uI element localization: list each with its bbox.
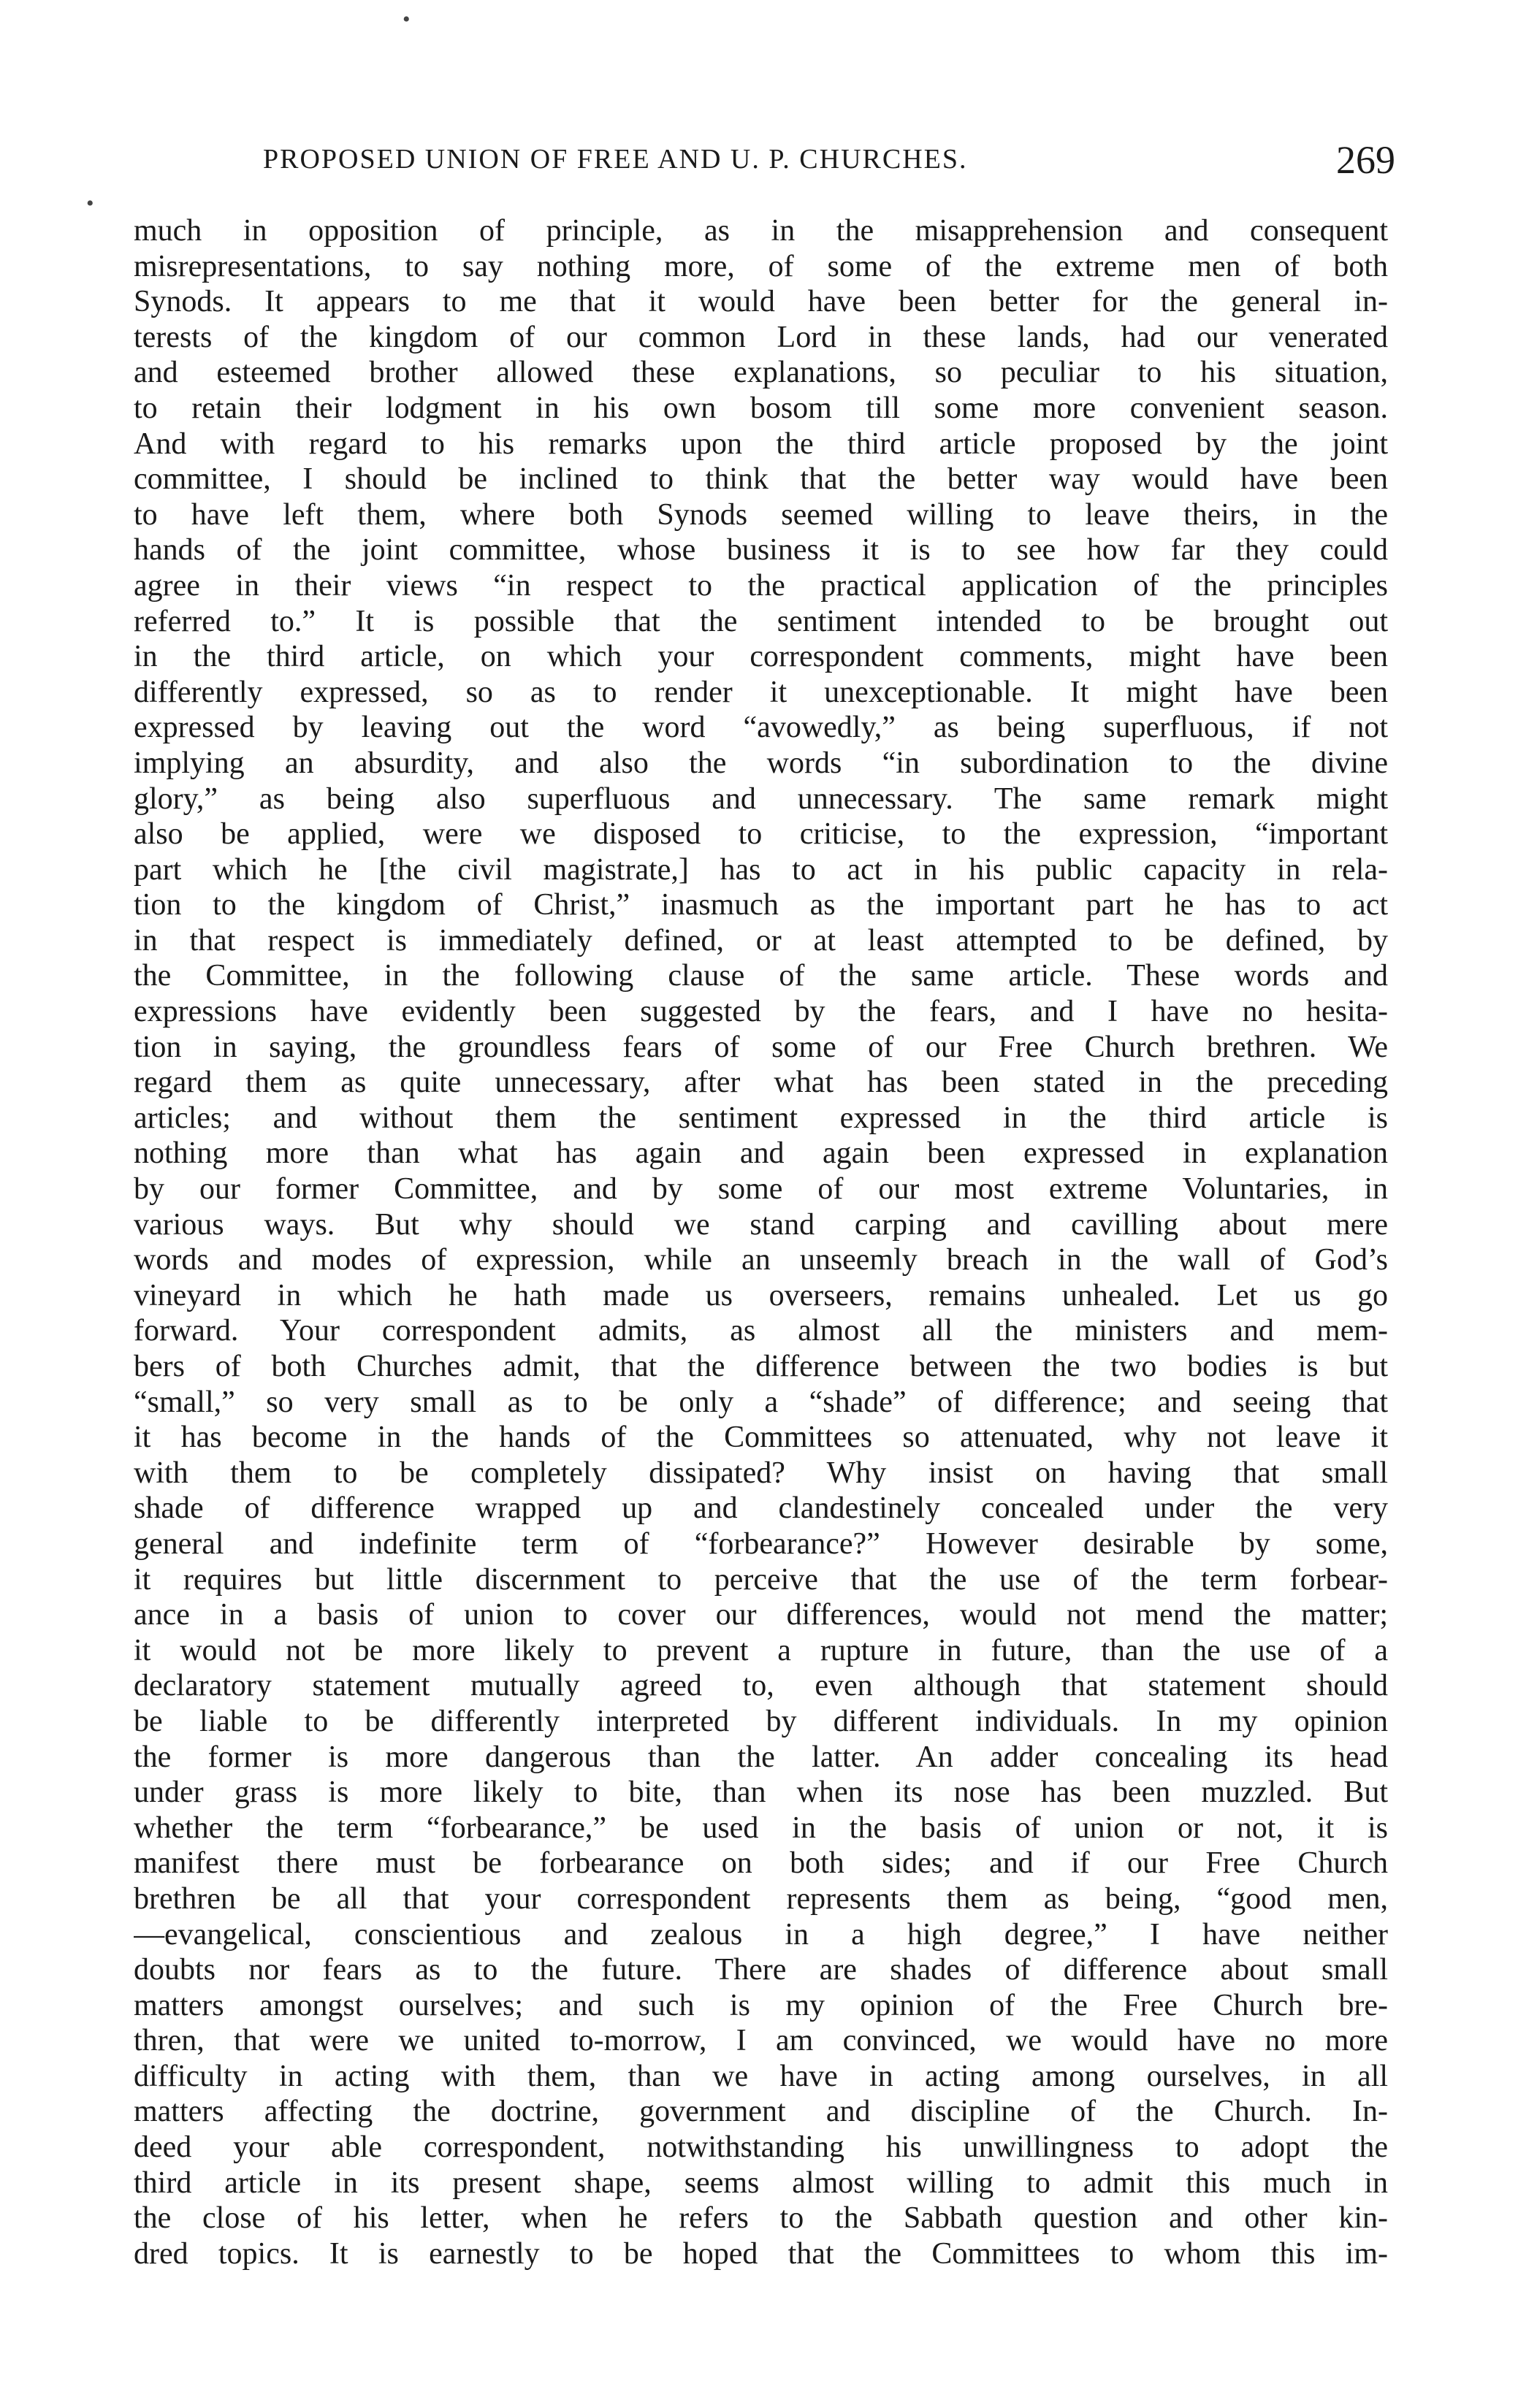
text-line: by our former Committee, and by some of our most extreme Voluntaries, in <box>134 1172 1388 1207</box>
text-line: thren, that were we united to-morrow, I am convinced, we would have no more <box>134 2024 1388 2058</box>
text-line: the Committee, in the following clause of the same article. These words and <box>134 959 1388 993</box>
text-line: to retain their lodgment in his own bosom till some more convenient season. <box>134 391 1388 425</box>
text-line: referred to.” It is possible that the sentiment intended to be brought out <box>134 604 1388 638</box>
text-line: the close of his letter, when he refers to the Sabbath question and other kin- <box>134 2201 1388 2236</box>
text-line: third article in its present shape, seems almost willing to admit this much in <box>134 2166 1388 2200</box>
text-line: with them to be completely dissipated? Why insist on having that small <box>134 1456 1388 1490</box>
text-line: various ways. But why should we stand carping and cavilling about mere <box>134 1207 1388 1242</box>
text-line: and esteemed brother allowed these explanations, so peculiar to his situation, <box>134 356 1388 390</box>
text-line: agree in their views “in respect to the practical application of the principles <box>134 568 1388 603</box>
text-line: hands of the joint committee, whose business it is to see how far they could <box>134 533 1388 567</box>
text-line: manifest there must be forbearance on both sides; and if our Free Church <box>134 1846 1388 1881</box>
text-line: nothing more than what has again and again been expressed in explanation <box>134 1136 1388 1171</box>
text-line: expressions have evidently been suggested by the fears, and I have no hesita- <box>134 995 1388 1029</box>
page-header <box>263 137 1395 188</box>
text-line: much in opposition of principle, as in the misapprehension and consequent <box>134 214 1388 248</box>
text-line: under grass is more likely to bite, than when its nose has been muzzled. But <box>134 1776 1388 1810</box>
text-line: terests of the kingdom of our common Lord in these lands, had our venerated <box>134 320 1388 354</box>
text-line: articles; and without them the sentiment expressed in the third article is <box>134 1101 1388 1135</box>
text-line: part which he [the civil magistrate,] has to act in his public capacity in rela- <box>134 852 1388 887</box>
text-line: declaratory statement mutually agreed to, even although that statement should <box>134 1669 1388 1703</box>
text-line: whether the term “forbearance,” be used in the basis of union or not, it is <box>134 1811 1388 1845</box>
text-line: tion in saying, the groundless fears of some of our Free Church brethren. We <box>134 1030 1388 1064</box>
text-line: brethren be all that your correspondent represents them as being, “good men, <box>134 1881 1388 1916</box>
text-line: “small,” so very small as to be only a “shade” of difference; and seeing that <box>134 1385 1388 1419</box>
text-line: ance in a basis of union to cover our differences, would not mend the matter; <box>134 1598 1388 1632</box>
text-line: matters affecting the doctrine, government and discipline of the Church. In- <box>134 2095 1388 2129</box>
text-line: words and modes of expression, while an unseemly breach in the wall of God’s <box>134 1243 1388 1277</box>
text-line: shade of difference wrapped up and clandestinely concealed under the very <box>134 1491 1388 1526</box>
text-line: differently expressed, so as to render it unexceptionable. It might have been <box>134 675 1388 709</box>
text-line: tion to the kingdom of Christ,” inasmuch as the important part he has to act <box>134 888 1388 922</box>
text-line: in the third article, on which your correspondent comments, might have been <box>134 640 1388 674</box>
text-line: Synods. It appears to me that it would have been better for the general in- <box>134 285 1388 319</box>
text-line: it has become in the hands of the Committees so attenuated, why not leave it <box>134 1421 1388 1455</box>
text-line: doubts nor fears as to the future. There are shades of difference about small <box>134 1953 1388 1987</box>
text-line: —evangelical, conscientious and zealous in a high degree,” I have neither <box>134 1917 1388 1952</box>
text-line: implying an absurdity, and also the words “in subordination to the divine <box>134 746 1388 780</box>
text-line: matters amongst ourselves; and such is my opinion of the Free Church bre- <box>134 1988 1388 2022</box>
text-line: be liable to be differently interpreted by different individuals. In my opinion <box>134 1704 1388 1738</box>
text-line: forward. Your correspondent admits, as almost all the ministers and mem- <box>134 1314 1388 1348</box>
text-line: committee, I should be inclined to think that the better way would have been <box>134 462 1388 497</box>
text-line: vineyard in which he hath made us overseers, remains unhealed. Let us go <box>134 1278 1388 1312</box>
text-line: general and indefinite term of “forbearance?” However desirable by some, <box>134 1526 1388 1561</box>
text-line: And with regard to his remarks upon the third article proposed by the joint <box>134 427 1388 461</box>
text-line: difficulty in acting with them, than we have in acting among ourselves, in all <box>134 2059 1388 2093</box>
text-line: dred topics. It is earnestly to be hoped that the Committees to whom this im- <box>134 2236 1388 2271</box>
text-line: deed your able correspondent, notwithstanding his unwillingness to adopt the <box>134 2130 1388 2165</box>
text-line: to have left them, where both Synods seemed willing to leave theirs, in the <box>134 497 1388 532</box>
text-line: the former is more dangerous than the latter. An adder concealing its head <box>134 1740 1388 1774</box>
body-text <box>134 213 1388 2271</box>
text-line: bers of both Churches admit, that the difference between the two bodies is but <box>134 1350 1388 1383</box>
ink-speck: • <box>86 191 94 215</box>
text-line: also be applied, were we disposed to criticise, to the expression, “important <box>134 817 1388 852</box>
text-line: expressed by leaving out the word “avowedly,” as being superfluous, if not <box>134 711 1388 745</box>
text-line: regard them as quite unnecessary, after what has been stated in the preceding <box>134 1066 1388 1100</box>
ink-speck: • <box>403 7 411 31</box>
text-line: it would not be more likely to prevent a rupture in future, than the use of a <box>134 1633 1388 1667</box>
text-line: it requires but little discernment to perceive that the use of the term forbear- <box>134 1562 1388 1597</box>
running-title: PROPOSED UNION OF FREE AND U. P. CHURCHES. <box>263 144 968 175</box>
text-line: misrepresentations, to say nothing more, of some of the extreme men of both <box>134 249 1388 283</box>
text-line: in that respect is immediately defined, or at least attempted to be defined, by <box>134 923 1388 958</box>
page-number: 269 <box>1336 138 1395 182</box>
text-line: glory,” as being also superfluous and unnecessary. The same remark might <box>134 781 1388 816</box>
